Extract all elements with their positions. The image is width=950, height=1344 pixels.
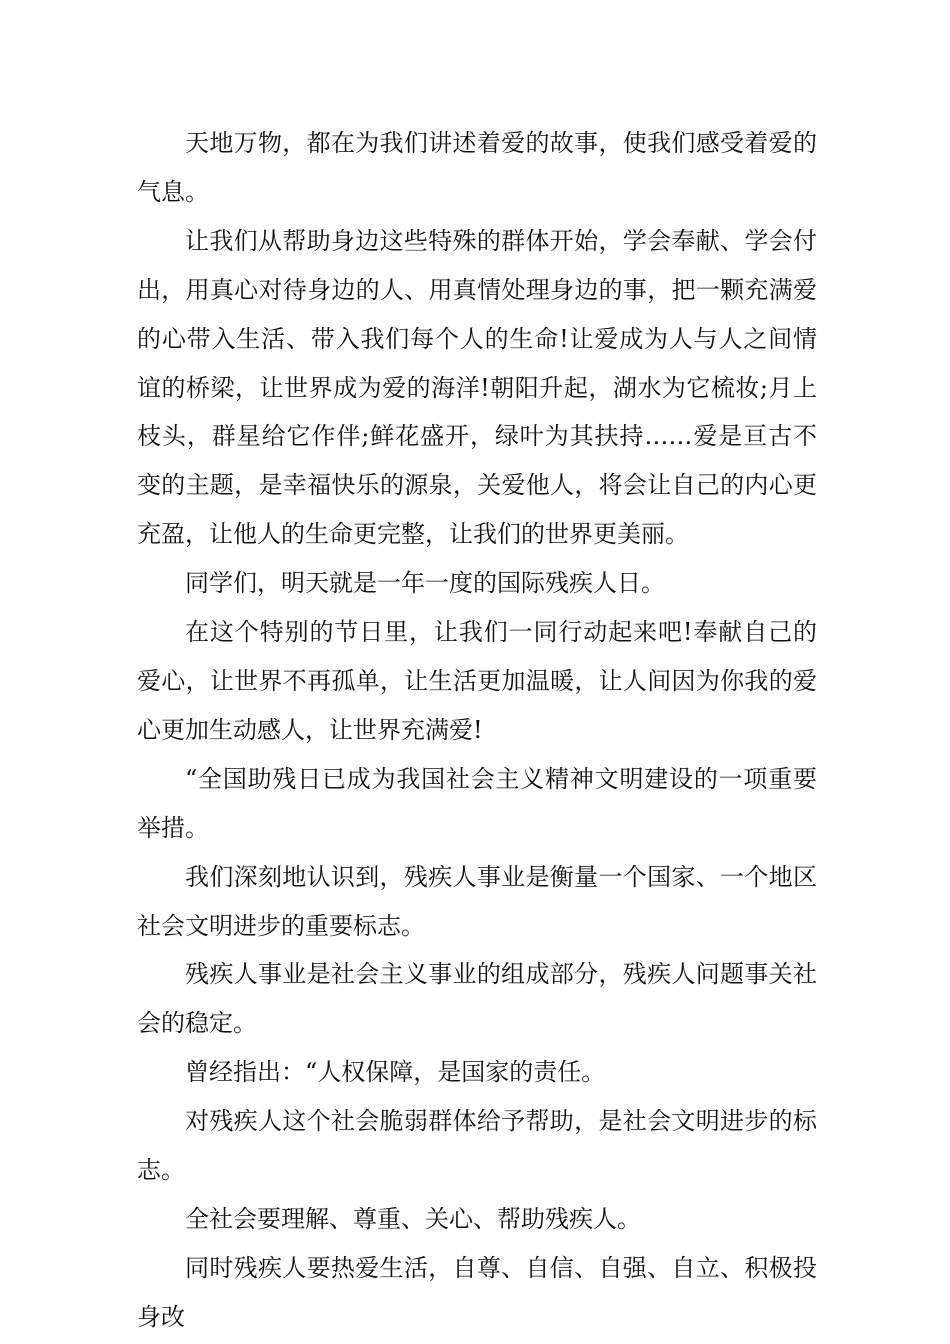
paragraph: 在这个特别的节日里，让我们一同行动起来吧!奉献自己的爱心，让世界不再孤单，让生活更加温暖，让人间因为你我的爱心更加生动感人，让世界充满爱!	[137, 618, 817, 744]
paragraph: 全社会要理解、尊重、关心、帮助残疾人。	[185, 1204, 641, 1233]
paragraph: 天地万物，都在为我们讲述着爱的故事，使我们感受着爱的气息。	[137, 129, 817, 206]
paragraph: 残疾人事业是社会主义事业的组成部分，残疾人问题事关社会的稳定。	[137, 960, 817, 1038]
paragraph: 我们深刻地认识到，残疾人事业是衡量一个国家、一个地区社会文明进步的重要标志。	[137, 862, 817, 940]
document-body	[137, 119, 817, 1342]
paragraph: 同学们，明天就是一年一度的国际残疾人日。	[185, 569, 665, 598]
paragraph: 对残疾人这个社会脆弱群体给予帮助，是社会文明进步的标志。	[137, 1107, 817, 1185]
paragraph: “全国助残日已成为我国社会主义精神文明建设的一项重要举措。	[137, 764, 817, 842]
paragraph: 让我们从帮助身边这些特殊的群体开始，学会奉献、学会付出，用真心对待身边的人、用真情处理身边的事，把一颗充满爱的心带入生活、带入我们每个人的生命!让爱成为人与人之间情谊的桥梁，让世界成为爱的海洋!朝阳升起，湖水为它梳妆;月上枝头，群星给它作伴;鲜花盛开，绿叶为其扶持……爱是亘古不变的主题，是幸福快乐的源泉，关爱他人，将会让自己的内心更充盈，让他人的生命更完整，让我们的世界更美丽。	[137, 226, 817, 549]
paragraph: 曾经指出：“人权保障，是国家的责任。	[185, 1058, 606, 1087]
paragraph: 同时残疾人要热爱生活，自尊、自信、自强、自立、积极投身改	[137, 1253, 817, 1331]
